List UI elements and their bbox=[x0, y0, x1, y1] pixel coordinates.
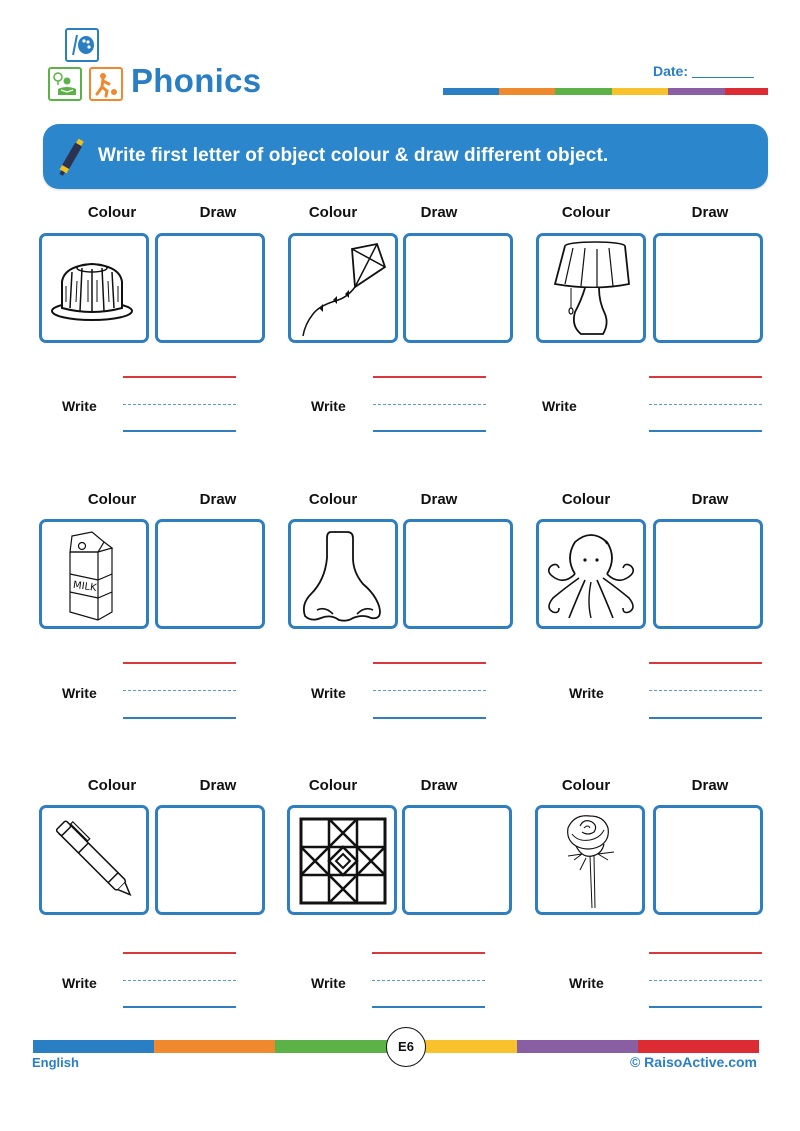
write-label: Write bbox=[311, 398, 346, 414]
colour-box-jelly[interactable] bbox=[39, 233, 149, 343]
copyright-link[interactable]: © RaisoActive.com bbox=[629, 1054, 757, 1070]
draw-box-quilt[interactable] bbox=[402, 805, 512, 915]
draw-label: Draw bbox=[199, 491, 237, 508]
write-line-top[interactable] bbox=[649, 662, 762, 664]
nose-icon bbox=[291, 522, 395, 626]
draw-box-nose[interactable] bbox=[403, 519, 513, 629]
colour-box-kite[interactable] bbox=[288, 233, 398, 343]
draw-box-kite[interactable] bbox=[403, 233, 513, 343]
instruction-banner bbox=[43, 124, 768, 189]
instruction-text: Write first letter of object colour & draw different object. bbox=[98, 145, 609, 166]
write-line-bottom[interactable] bbox=[649, 1006, 762, 1008]
draw-label: Draw bbox=[199, 204, 237, 221]
milk-carton-icon bbox=[42, 522, 146, 626]
draw-box-octopus[interactable] bbox=[653, 519, 763, 629]
write-label: Write bbox=[311, 685, 346, 701]
write-line-middle[interactable] bbox=[123, 690, 236, 691]
write-line-top[interactable] bbox=[372, 952, 485, 954]
colour-label: Colour bbox=[561, 491, 611, 508]
colour-box-lamp[interactable] bbox=[536, 233, 646, 343]
write-line-middle[interactable] bbox=[649, 980, 762, 981]
write-line-bottom[interactable] bbox=[373, 430, 486, 432]
draw-label: Draw bbox=[691, 777, 729, 794]
write-line-bottom[interactable] bbox=[373, 717, 486, 719]
draw-label: Draw bbox=[420, 777, 458, 794]
page-code-badge: E6 bbox=[386, 1027, 426, 1067]
jelly-mold-icon bbox=[42, 236, 146, 340]
write-label: Write bbox=[569, 685, 604, 701]
colour-box-pen[interactable] bbox=[39, 805, 149, 915]
colour-label: Colour bbox=[87, 777, 137, 794]
write-line-top[interactable] bbox=[649, 952, 762, 954]
write-label: Write bbox=[62, 685, 97, 701]
write-line-middle[interactable] bbox=[123, 404, 236, 405]
pen-icon bbox=[42, 808, 146, 912]
write-line-top[interactable] bbox=[123, 952, 236, 954]
write-label: Write bbox=[62, 975, 97, 991]
write-line-top[interactable] bbox=[123, 376, 236, 378]
colour-box-rose[interactable] bbox=[535, 805, 645, 915]
colour-label: Colour bbox=[308, 777, 358, 794]
marker-icon bbox=[57, 136, 87, 180]
kite-icon bbox=[291, 236, 395, 340]
write-line-middle[interactable] bbox=[123, 980, 236, 981]
draw-box-pen[interactable] bbox=[155, 805, 265, 915]
write-line-middle[interactable] bbox=[373, 690, 486, 691]
subject-label: English bbox=[32, 1055, 79, 1070]
draw-box-jelly[interactable] bbox=[155, 233, 265, 343]
svg-text:MILK: MILK bbox=[72, 579, 98, 594]
write-label: Write bbox=[311, 975, 346, 991]
write-line-top[interactable] bbox=[649, 376, 762, 378]
quilt-icon bbox=[290, 808, 394, 912]
draw-label: Draw bbox=[420, 491, 458, 508]
draw-label: Draw bbox=[420, 204, 458, 221]
colour-label: Colour bbox=[308, 491, 358, 508]
running-child-icon bbox=[89, 67, 123, 101]
draw-label: Draw bbox=[199, 777, 237, 794]
draw-label: Draw bbox=[691, 204, 729, 221]
draw-box-milk[interactable] bbox=[155, 519, 265, 629]
write-line-top[interactable] bbox=[373, 376, 486, 378]
write-line-bottom[interactable] bbox=[649, 430, 762, 432]
rose-icon bbox=[538, 808, 642, 912]
draw-box-lamp[interactable] bbox=[653, 233, 763, 343]
write-label: Write bbox=[62, 398, 97, 414]
lamp-icon bbox=[539, 236, 643, 340]
colour-box-quilt[interactable] bbox=[287, 805, 397, 915]
colour-label: Colour bbox=[87, 491, 137, 508]
write-line-top[interactable] bbox=[373, 662, 486, 664]
colour-box-octopus[interactable] bbox=[536, 519, 646, 629]
colour-label: Colour bbox=[308, 204, 358, 221]
write-line-bottom[interactable] bbox=[123, 1006, 236, 1008]
colour-label: Colour bbox=[87, 204, 137, 221]
header-rainbow-bar bbox=[443, 88, 768, 95]
write-line-bottom[interactable] bbox=[372, 1006, 485, 1008]
write-line-middle[interactable] bbox=[649, 690, 762, 691]
colour-box-nose[interactable] bbox=[288, 519, 398, 629]
write-line-bottom[interactable] bbox=[123, 717, 236, 719]
write-label: Write bbox=[542, 398, 577, 414]
colour-label: Colour bbox=[561, 777, 611, 794]
date-field[interactable] bbox=[653, 63, 754, 79]
palette-icon bbox=[65, 28, 99, 62]
draw-label: Draw bbox=[691, 491, 729, 508]
octopus-icon bbox=[539, 522, 643, 626]
date-blank-line[interactable] bbox=[692, 77, 754, 78]
write-line-middle[interactable] bbox=[649, 404, 762, 405]
colour-label: Colour bbox=[561, 204, 611, 221]
colour-box-milk[interactable] bbox=[39, 519, 149, 629]
write-line-bottom[interactable] bbox=[123, 430, 236, 432]
write-line-top[interactable] bbox=[123, 662, 236, 664]
write-label: Write bbox=[569, 975, 604, 991]
write-line-middle[interactable] bbox=[372, 980, 485, 981]
draw-box-rose[interactable] bbox=[653, 805, 763, 915]
reading-child-icon bbox=[48, 67, 82, 101]
page-title: Phonics bbox=[131, 62, 262, 99]
date-label: Date: bbox=[653, 63, 689, 79]
write-line-middle[interactable] bbox=[373, 404, 486, 405]
write-line-bottom[interactable] bbox=[649, 717, 762, 719]
